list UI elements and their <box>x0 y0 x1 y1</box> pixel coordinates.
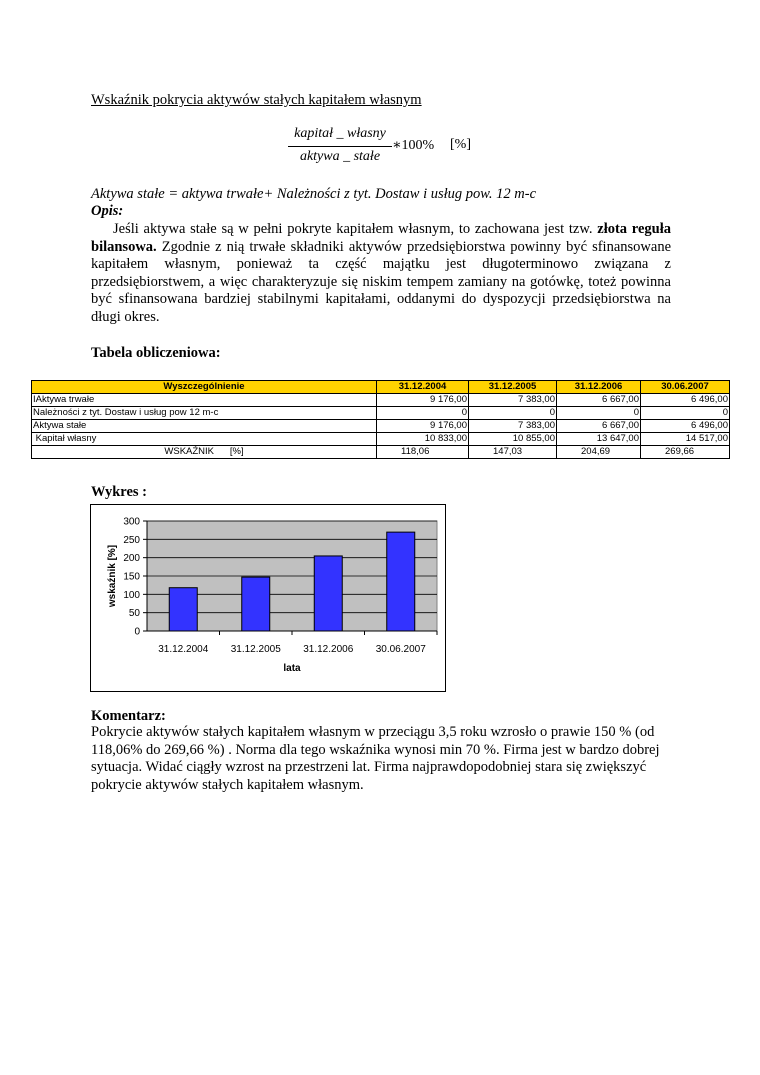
y-tick-label: 50 <box>128 608 140 620</box>
opis-label: Opis: <box>91 203 124 219</box>
table-cell: 7 383,00 <box>469 420 557 433</box>
calc-table <box>31 380 730 459</box>
table-cell: 204,69 <box>557 446 641 459</box>
y-tick-label: 200 <box>123 553 140 565</box>
table-cell: IAktywa trwałe <box>32 394 377 407</box>
formula-numerator: kapitał _ własny <box>294 126 386 141</box>
table-header: 31.12.2006 <box>557 381 641 394</box>
table-header-row <box>32 381 730 394</box>
table-header: Wyszczególnienie <box>32 381 377 394</box>
table-cell: 0 <box>469 407 557 420</box>
bar <box>169 588 197 631</box>
table-cell: 147,03 <box>469 446 557 459</box>
y-tick-label: 0 <box>134 626 140 638</box>
table-cell: 0 <box>377 407 469 420</box>
bar <box>314 556 342 631</box>
table-cell: WSKAŹNIK [%] <box>32 446 377 459</box>
table-cell: Należności z tyt. Dostaw i usług pow 12 m-c <box>32 407 377 420</box>
y-axis-label: wskaźnik [%] <box>107 544 118 608</box>
table-cell: 0 <box>641 407 730 420</box>
y-tick-label: 100 <box>123 589 140 601</box>
x-tick-label: 31.12.2005 <box>230 644 281 655</box>
formula <box>286 126 486 170</box>
table-cell: 13 647,00 <box>557 433 641 446</box>
x-tick-label: 31.12.2006 <box>303 644 354 655</box>
table-cell: 6 496,00 <box>641 420 730 433</box>
formula-unit: [%] <box>450 137 471 152</box>
table-cell: 10 855,00 <box>469 433 557 446</box>
table-header: 31.12.2005 <box>469 381 557 394</box>
table-cell: 118,06 <box>377 446 469 459</box>
bar <box>242 577 270 631</box>
table-cell: Kapitał własny <box>32 433 377 446</box>
table-row <box>32 394 730 407</box>
table-row-wskaznik <box>32 446 730 459</box>
table-title: Tabela obliczeniowa: <box>91 345 221 361</box>
opis-bold: złota reguła bilansowa. <box>91 221 671 255</box>
table-header: 31.12.2004 <box>377 381 469 394</box>
y-tick-label: 150 <box>123 571 140 583</box>
page-title: Wskaźnik pokrycia aktywów stałych kapitałem własnym <box>91 92 422 108</box>
table-cell: 10 833,00 <box>377 433 469 446</box>
x-tick-label: 30.06.2007 <box>375 644 426 655</box>
table-cell: 6 496,00 <box>641 394 730 407</box>
fraction-line <box>288 146 392 147</box>
table-cell: 7 383,00 <box>469 394 557 407</box>
opis-paragraph <box>91 221 671 326</box>
bar <box>387 532 415 631</box>
table-header: 30.06.2007 <box>641 381 730 394</box>
table-row <box>32 407 730 420</box>
comment-label: Komentarz: <box>91 708 166 724</box>
table-row <box>32 420 730 433</box>
chart-svg <box>91 505 445 691</box>
chart <box>90 504 446 692</box>
table-cell: 6 667,00 <box>557 420 641 433</box>
table-row <box>32 433 730 446</box>
chart-label: Wykres : <box>91 484 147 500</box>
y-tick-label: 250 <box>123 534 140 546</box>
formula-multiplier: ∗100% <box>392 138 435 153</box>
opis-part2: Zgodnie z nią trwałe składniki aktywów przedsiębiorstwa powinny być sfinansowane kapitałem własnym, ponieważ ta część majątku jest długoterminowo związana z przedsiębiorstwem, a więc charakteryzuje się niskim tempem zamiany na gotówkę, toteż powinna być sfinansowana bardziej stabilnymi kapitałami, oddanymi do dyspozycji przedsiębiorstwa na długi okres. <box>91 238 672 325</box>
table-cell: 6 667,00 <box>557 394 641 407</box>
comment-text: Pokrycie aktywów stałych kapitałem własnym w przeciągu 3,5 roku wzrosło o prawie 150 % (od 118,06% do 269,66 %) . Norma dla tego wskaźnika wynosi min 70 %. Firma jest w bardzo dobrej sytuacja. Widać ciągły wzrost na przestrzeni lat. Firma najprawdopodobniej stara się zwiększyć pokrycie aktywów stałych kapitałem własnym. <box>91 724 660 793</box>
table-cell: Aktywa stałe <box>32 420 377 433</box>
table-cell: 14 517,00 <box>641 433 730 446</box>
table-cell: 269,66 <box>641 446 730 459</box>
opis-part1: Jeśli aktywa stałe są w pełni pokryte kapitałem własnym, to zachowana jest tzw. <box>113 221 593 237</box>
definition: Aktywa stałe = aktywa trwałe+ Należności z tyt. Dostaw i usług pow. 12 m-c <box>91 186 537 202</box>
y-tick-label: 300 <box>123 516 140 528</box>
table-cell: 9 176,00 <box>377 420 469 433</box>
x-tick-label: 31.12.2004 <box>158 644 209 655</box>
formula-denominator: aktywa _ stałe <box>299 149 381 164</box>
table-cell: 0 <box>557 407 641 420</box>
x-axis-label: lata <box>283 663 301 674</box>
table-cell: 9 176,00 <box>377 394 469 407</box>
